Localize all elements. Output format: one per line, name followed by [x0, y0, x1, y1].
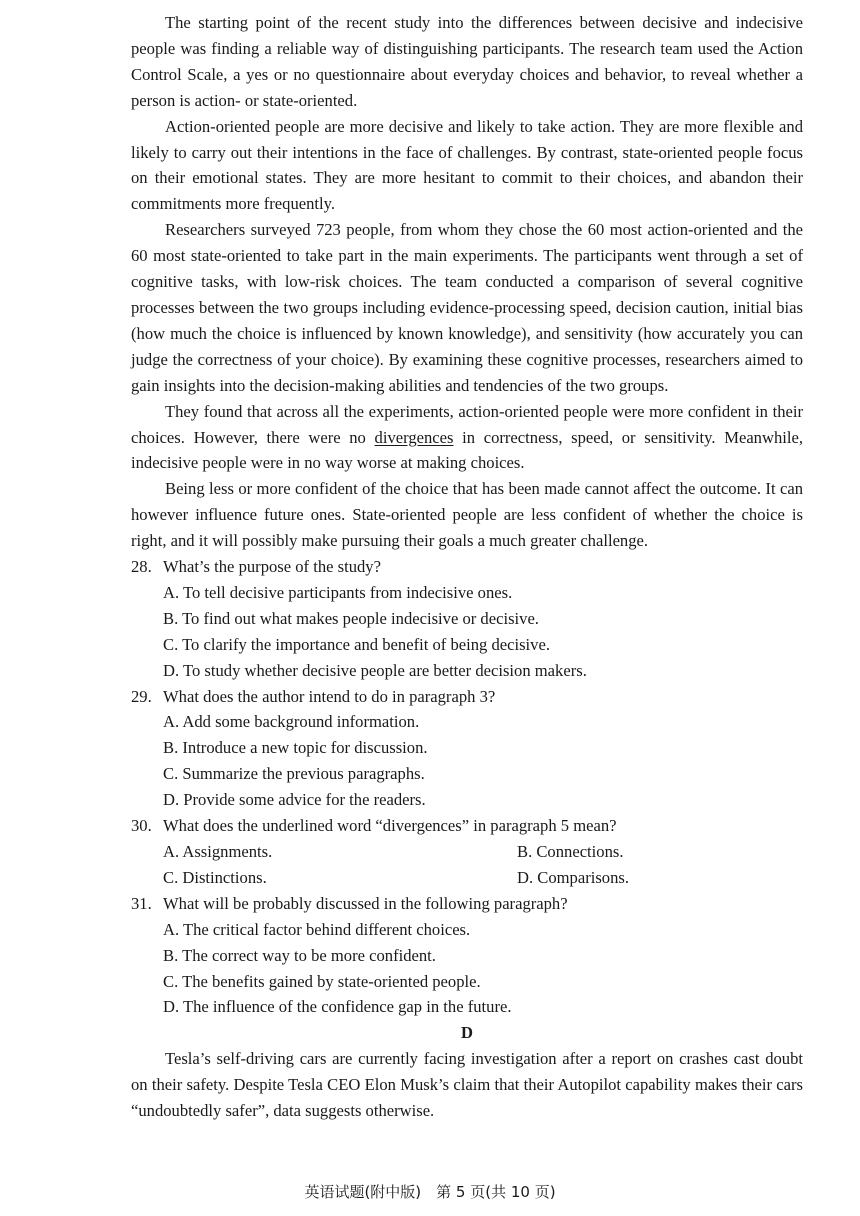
- option-a: A. The critical factor behind different choices.: [163, 919, 471, 939]
- question-30: [131, 813, 803, 839]
- page-footer: 英语试题(附中版) 第 5 页(共 10 页): [304, 1183, 556, 1201]
- options-row-cd: [131, 865, 803, 891]
- option-a: A. Add some background information.: [163, 712, 420, 732]
- option-d: D. Comparisons.: [517, 867, 630, 887]
- option-b: B. Connections.: [517, 842, 624, 861]
- question-number: 30.: [131, 816, 152, 836]
- option-a: A. Assignments.: [163, 842, 273, 861]
- question-number: 29.: [131, 686, 152, 706]
- question-number: 31.: [131, 893, 152, 913]
- option-c: C. Distinctions.: [163, 867, 267, 887]
- exam-page-content: [131, 10, 803, 1124]
- question-number: 28.: [131, 557, 152, 577]
- option-d: D. Provide some advice for the readers.: [163, 790, 426, 810]
- option-c: C. To clarify the importance and benefit of being decisive.: [163, 634, 550, 654]
- options-row-ab: [131, 839, 803, 865]
- passage-paragraph-5: Being less or more confident of the choice that has been made cannot affect the outcome. It can however influence future ones. State-oriented people are less confident of whether the choice is right, and it will possibly make pursuing their goals a much greater challenge.: [131, 479, 803, 551]
- question-text: What’s the purpose of the study?: [163, 557, 381, 577]
- underlined-word: divergences: [374, 427, 454, 447]
- question-28: [131, 554, 803, 580]
- option-d: D. To study whether decisive people are better decision makers.: [163, 660, 587, 680]
- section-d-paragraph-1: Tesla’s self-driving cars are currently facing investigation after a report on crashes cast doubt on their safety. Despite Tesla CEO Elon Musk’s claim that their Autopilot capability makes their cars “undoubtedly safer”, data suggests otherwise.: [131, 1049, 803, 1121]
- question-text: What does the underlined word “divergences” in paragraph 5 mean?: [163, 816, 617, 836]
- option-d: D. The influence of the confidence gap in the future.: [163, 997, 512, 1017]
- option-b: B. Introduce a new topic for discussion.: [163, 738, 428, 758]
- paragraph-4-text-before: They found that across all the experiments, action-oriented people were more confident in their choices. However, there were no: [131, 401, 803, 447]
- option-b: B. The correct way to be more confident.: [163, 945, 436, 965]
- paragraph-4-text-after: in correctness, speed, or sensitivity. Meanwhile, indecisive people were in no way worse at making choices.: [131, 427, 803, 473]
- option-b: B. To find out what makes people indecisive or decisive.: [163, 608, 539, 628]
- option-c: C. The benefits gained by state-oriented people.: [163, 971, 481, 991]
- question-31: [131, 891, 803, 917]
- passage-paragraph-1: The starting point of the recent study into the differences between decisive and indecisive people was finding a reliable way of distinguishing participants. The research team used the Action Control Scale, a yes or no questionnaire about everyday choices and behavior, to reveal whether a person is action- or state-oriented.: [131, 13, 803, 110]
- option-c: C. Summarize the previous paragraphs.: [163, 764, 425, 784]
- passage-paragraph-3: Researchers surveyed 723 people, from whom they chose the 60 most action-oriented and the 60 most state-oriented to take part in the main experiments. The participants went through a set of cognitive tasks, with low-risk choices. The team conducted a comparison of several cognitive processes between the two groups including evidence-processing speed, decision caution, initial bias (how much the choice is influenced by known knowledge), and sensitivity (how accurately you can judge the correctness of your choice). By examining these cognitive processes, researchers aimed to gain insights into the decision-making abilities and tendencies of the two groups.: [131, 220, 803, 395]
- question-29: [131, 684, 803, 710]
- question-text: What will be probably discussed in the following paragraph?: [163, 893, 568, 913]
- option-a: A. To tell decisive participants from indecisive ones.: [163, 582, 513, 602]
- section-heading: D: [461, 1023, 473, 1043]
- passage-paragraph-2: Action-oriented people are more decisive and likely to take action. They are more flexible and likely to carry out their intentions in the face of challenges. By contrast, state-oriented people focus on their emotional states. They are more hesitant to commit to their choices, and abandon their commitments more frequently.: [131, 116, 803, 214]
- passage-paragraph-4: [131, 399, 803, 477]
- question-text: What does the author intend to do in paragraph 3?: [163, 686, 496, 706]
